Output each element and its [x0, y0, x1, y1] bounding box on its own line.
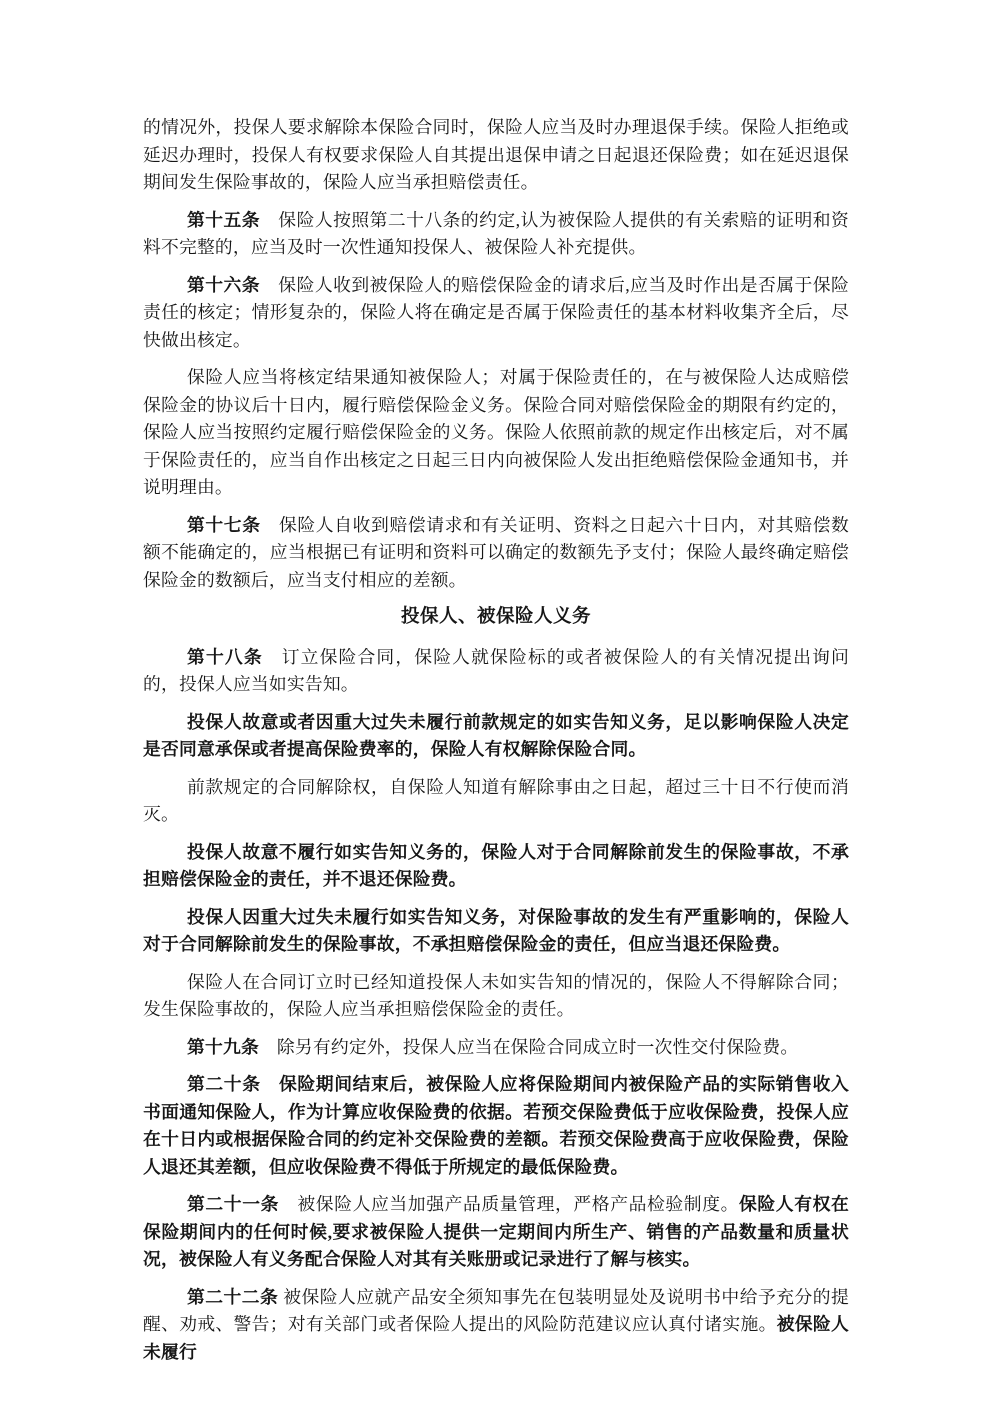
text-run: 被保险人应就产品安全须知事先在包装明显处及说明书中给予充分的提醒、劝戒、警告；对有关部门或者保险人提出的风险防范建议应认真付诸实施。: [143, 1286, 849, 1334]
article-18-fifth-paragraph: [143, 904, 849, 959]
bold-text-run: 第十八条: [187, 646, 263, 667]
article-20-paragraph: [143, 1071, 849, 1181]
bold-text-run: 第十九条: [187, 1036, 259, 1057]
article-22-paragraph: [143, 1284, 849, 1367]
article-18-third-paragraph: [143, 774, 849, 829]
text-run: 被保险人应当加强产品质量管理，严格产品检验制度。: [279, 1194, 739, 1214]
article-16-second-paragraph: [143, 364, 849, 502]
text-run: 订立保险合同，保险人就保险标的或者被保险人的有关情况提出询问的，投保人应当如实告知。: [143, 646, 849, 694]
bold-text-run: 保险期间结束后，被保险人应将保险期间内被保险产品的实际销售收入书面通知保险人，作为计算应收保险费的依据。若预交保险费低于应收保险费，投保人应在十日内或根据保险合同的约定补交保险费的差额。若预交保险费高于应收保险费，保险人退还其差额，但应收保险费不得低于所规定的最低保险费。: [143, 1074, 849, 1177]
bold-text-run: 第十六条: [187, 274, 261, 295]
text-run: 保险人按照第二十八条的约定,认为被保险人提供的有关索赔的证明和资料不完整的，应当及时一次性通知投保人、被保险人补充提供。: [143, 209, 849, 257]
bold-text-run: 第十五条: [187, 209, 261, 230]
bold-text-run: 第二十条: [187, 1074, 261, 1094]
article-16-paragraph: [143, 272, 849, 355]
bold-text-run: 第二十一条: [187, 1194, 279, 1214]
bold-text-run: 投保人因重大过失未履行如实告知义务，对保险事故的发生有严重影响的，保险人对于合同解除前发生的保险事故，不承担赔偿保险金的责任，但应当退还保险费。: [143, 906, 849, 954]
article-18-paragraph: [143, 644, 849, 699]
section-heading: 投保人、被保险人义务: [400, 607, 591, 627]
article-18-sixth-paragraph: [143, 969, 849, 1024]
article-15-paragraph: [143, 207, 849, 262]
bold-text-run: 投保人故意不履行如实告知义务的，保险人对于合同解除前发生的保险事故，不承担赔偿保险金的责任，并不退还保险费。: [143, 841, 849, 889]
document-content: [143, 0, 849, 1376]
bold-text-run: 被保险人未履行: [143, 1314, 849, 1362]
bold-text-run: 第十七条: [187, 514, 261, 535]
text-run: 前款规定的合同解除权，自保险人知道有解除事由之日起，超过三十日不行使而消灭。: [143, 776, 849, 824]
text-run: 保险人在合同订立时已经知道投保人未如实告知的情况的，保险人不得解除合同；发生保险事故的，保险人应当承担赔偿保险金的责任。: [143, 971, 849, 1019]
text-run: 保险人收到被保险人的赔偿保险金的请求后,应当及时作出是否属于保险责任的核定；情形复杂的，保险人将在确定是否属于保险责任的基本材料收集齐全后，尽快做出核定。: [143, 274, 849, 350]
article-17-paragraph: [143, 512, 849, 595]
text-run: 的情况外，投保人要求解除本保险合同时，保险人应当及时办理退保手续。保险人拒绝或延迟办理时，投保人有权要求保险人自其提出退保申请之日起退还保险费；如在延迟退保期间发生保险事故的，保险人应当承担赔偿责任。: [143, 117, 849, 192]
text-run: 保险人自收到赔偿请求和有关证明、资料之日起六十日内，对其赔偿数额不能确定的，应当根据已有证明和资料可以确定的数额先予支付；保险人最终确定赔偿保险金的数额后，应当支付相应的差额。: [143, 514, 849, 590]
article-19-paragraph: [143, 1034, 849, 1062]
article-18-second-paragraph: [143, 709, 849, 764]
text-run: 除另有约定外，投保人应当在保险合同成立时一次性交付保险费。: [258, 1036, 799, 1057]
article-18-fourth-paragraph: [143, 839, 849, 894]
bold-text-run: 投保人故意或者因重大过失未履行前款规定的如实告知义务，足以影响保险人决定是否同意承保或者提高保险费率的，保险人有权解除保险合同。: [143, 711, 849, 759]
article-21-paragraph: [143, 1191, 849, 1274]
continuation-paragraph: [143, 114, 849, 197]
bold-text-run: 第二十二条: [187, 1286, 279, 1307]
text-run: 保险人应当将核定结果通知被保险人；对属于保险责任的，在与被保险人达成赔偿保险金的协议后十日内，履行赔偿保险金义务。保险合同对赔偿保险金的期限有约定的，保险人应当按照约定履行赔偿保险金的义务。保险人依照前款的规定作出核定后，对不属于保险责任的，应当自作出核定之日起三日内向被保险人发出拒绝赔偿保险金通知书，并说明理由。: [143, 367, 849, 497]
bold-text-run: 保险人有权在保险期间内的任何时候,要求被保险人提供一定期间内所生产、销售的产品数量和质量状况，被保险人有义务配合保险人对其有关账册或记录进行了解与核实。: [143, 1194, 849, 1269]
